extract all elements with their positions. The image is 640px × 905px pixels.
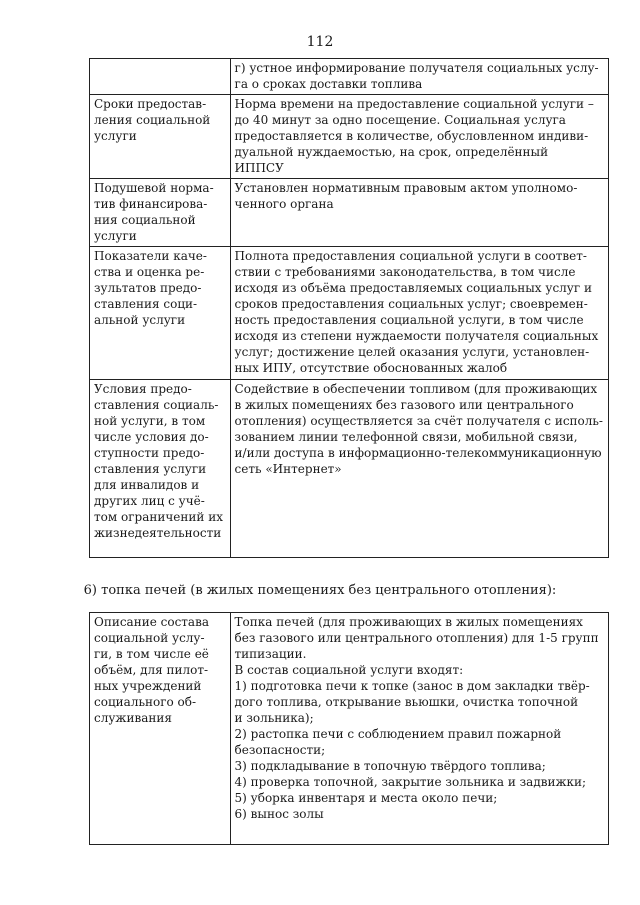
text-line: предоставляется в количестве, обусловленном индиви- — [234, 129, 589, 143]
row-content-cell — [230, 95, 608, 179]
text-line: Подушевой норма- — [94, 181, 214, 195]
text-line: 2) растопка печи с соблюдением правил пожарной — [234, 727, 562, 741]
row-label-cell — [90, 95, 231, 179]
text-line: Содействие в обеспечении топливом (для проживающих — [234, 382, 598, 396]
text-line: г) устное информирование получателя социальных услу- — [234, 61, 599, 75]
text-line: Условия предо- — [94, 382, 192, 396]
table-row — [90, 59, 609, 95]
row-content-cell — [230, 179, 608, 247]
text-line: Топка печей (для проживающих в жилых помещениях — [234, 615, 583, 629]
text-line: услуг; достижение целей оказания услуги, установлен- — [234, 345, 590, 359]
text-line: ступности предо- — [94, 446, 205, 460]
table-row — [90, 179, 609, 247]
text-line: отопления) осуществляется за счёт получателя с исполь- — [234, 414, 603, 428]
text-line: до 40 минут за одно посещение. Социальная услуга — [234, 113, 566, 127]
row-content-cell — [230, 247, 608, 380]
text-line: ния социальной — [94, 213, 196, 227]
text-line: В состав социальной услуги входят: — [234, 663, 464, 677]
text-line: других лиц с учё- — [94, 494, 205, 508]
text-line: и/или доступа в информационно-телекоммуникационную — [234, 446, 602, 460]
text-line: зованием линии телефонной связи, мобильной связи, — [234, 430, 578, 444]
text-line: ставления соци- — [94, 297, 198, 311]
text-line: ставления социаль- — [94, 398, 219, 412]
text-line: ных ИПУ, отсутствие обоснованных жалоб — [234, 361, 508, 375]
text-line: Сроки предостав- — [94, 97, 207, 111]
text-line: числе условия до- — [94, 430, 209, 444]
text-line: зультатов предо- — [94, 281, 202, 295]
row-label-cell — [90, 613, 231, 845]
text-line: Полнота предоставления социальной услуги в соответ- — [234, 249, 587, 263]
text-line: ИППСУ — [234, 161, 284, 175]
text-line: для инвалидов и — [94, 478, 200, 492]
text-line: сроков предоставления социальных услуг; своевремен- — [234, 297, 588, 311]
text-line: ления социальной — [94, 113, 211, 127]
text-line: ги, в том числе её — [94, 647, 209, 661]
table-row — [90, 95, 609, 179]
text-line: ставления услуги — [94, 462, 207, 476]
text-line: ность предоставления социальной услуги, в том числе — [234, 313, 584, 327]
text-line: объём, для пилот- — [94, 663, 209, 677]
text-line: без газового или центрального отопления) для 1-5 групп — [234, 631, 599, 645]
text-line: служивания — [94, 711, 172, 725]
text-line: типизации. — [234, 647, 307, 661]
table-row — [90, 613, 609, 845]
text-line: услуги — [94, 229, 137, 243]
text-line: социальной услу- — [94, 631, 205, 645]
text-line: дого топлива, открывание вьюшки, очистка топочной — [234, 695, 579, 709]
text-line: альной услуги — [94, 313, 186, 327]
text-line: жизнедеятельности — [94, 526, 222, 540]
text-line: 4) проверка топочной, закрытие зольника и задвижки; — [234, 775, 587, 789]
service-table-1 — [89, 58, 609, 558]
table-row — [90, 380, 609, 558]
row-content-cell — [230, 380, 608, 558]
text-line: Установлен нормативным правовым актом уполномо- — [234, 181, 578, 195]
text-line: исходя из объёма предоставляемых социальных услуг и — [234, 281, 592, 295]
row-label-cell — [90, 380, 231, 558]
text-line: Описание состава — [94, 615, 209, 629]
text-line: услуги — [94, 129, 137, 143]
text-line: безопасности; — [234, 743, 326, 757]
text-line: том ограничений их — [94, 510, 223, 524]
text-line: и зольника); — [234, 711, 314, 725]
page-number: 112 — [306, 34, 334, 50]
text-line: га о сроках доставки топлива — [234, 77, 423, 91]
text-line: Норма времени на предоставление социальной услуги – — [234, 97, 594, 111]
text-line: Показатели каче- — [94, 249, 207, 263]
table-row — [90, 247, 609, 380]
text-line: ных учреждений — [94, 679, 202, 693]
text-line: ствии с требованиями законодательства, в том числе — [234, 265, 576, 279]
text-line: сеть «Интернет» — [234, 462, 342, 476]
row-content-cell — [230, 613, 608, 845]
text-line: дуальной нуждаемостью, на срок, определённый — [234, 145, 549, 159]
text-line: 1) подготовка печи к топке (занос в дом закладки твёр- — [234, 679, 590, 693]
text-line: 6) вынос золы — [234, 807, 324, 821]
text-line: 5) уборка инвентаря и места около печи; — [234, 791, 498, 805]
text-line: в жилых помещениях без газового или центрального — [234, 398, 574, 412]
row-label-cell — [90, 179, 231, 247]
text-line: социального об- — [94, 695, 197, 709]
row-content-cell — [230, 59, 608, 95]
section-heading: 6) топка печей (в жилых помещениях без центрального отопления): — [83, 583, 557, 598]
text-line: ной услуги, в том — [94, 414, 206, 428]
text-line: 3) подкладывание в топочную твёрдого топлива; — [234, 759, 546, 773]
text-line: исходя из степени нуждаемости получателя социальных — [234, 329, 599, 343]
text-line: тив финансирова- — [94, 197, 208, 211]
row-label-cell — [90, 247, 231, 380]
row-label-cell — [90, 59, 231, 95]
text-line: ченного органа — [234, 197, 334, 211]
service-table-2 — [89, 612, 609, 845]
text-line: ства и оценка ре- — [94, 265, 205, 279]
